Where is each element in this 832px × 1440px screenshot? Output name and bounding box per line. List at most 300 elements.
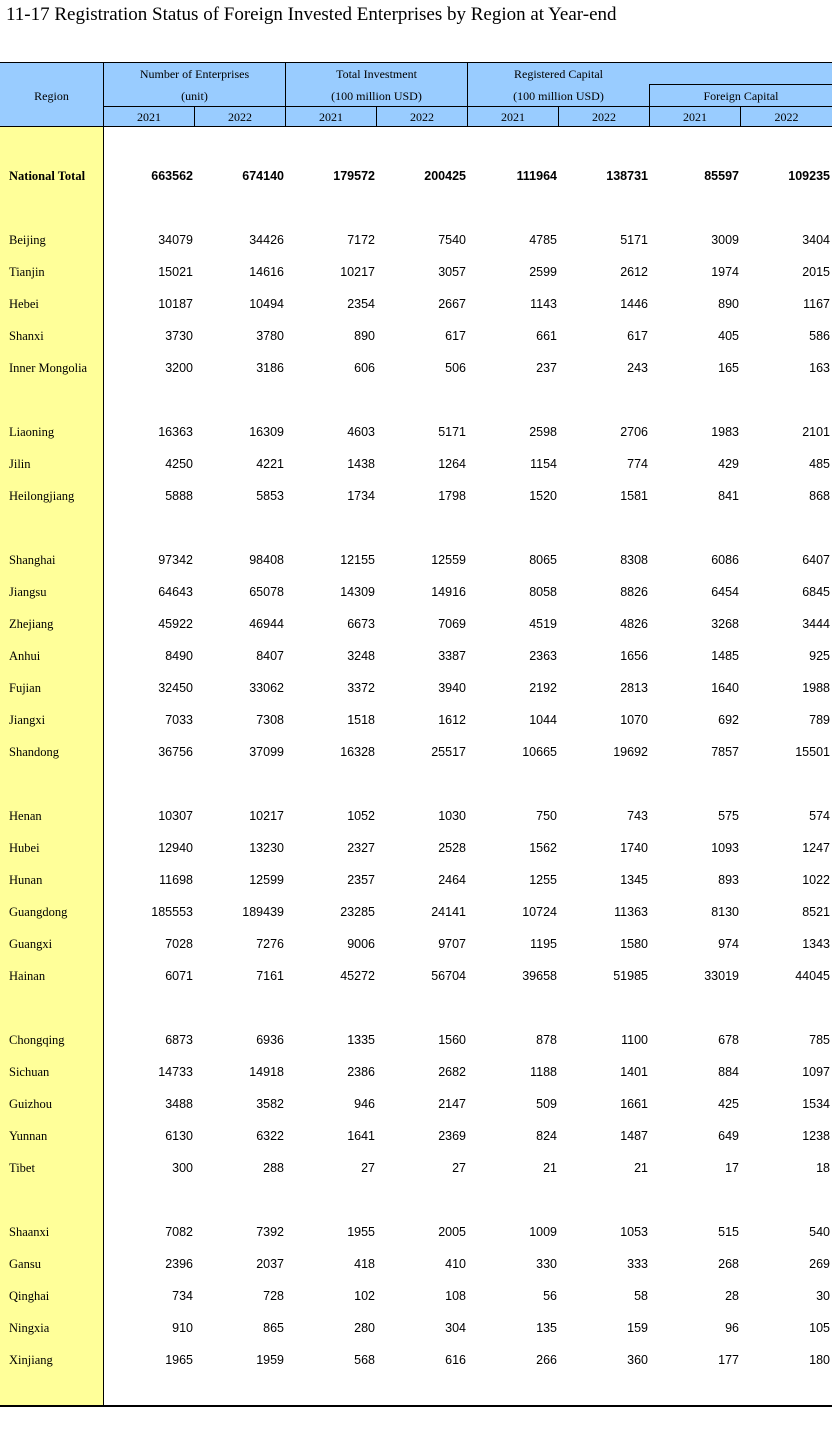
value-cell: 16328	[340, 745, 375, 759]
value-cell: 268	[718, 1257, 739, 1271]
table-header	[0, 63, 832, 127]
region-name: Shaanxi	[9, 1225, 50, 1239]
value-cell: 16309	[249, 425, 284, 439]
value-cell: 2354	[347, 297, 375, 311]
value-cell: 789	[809, 713, 830, 727]
table-row	[0, 1318, 832, 1338]
value-cell: 3268	[711, 617, 739, 631]
value-cell: 2386	[347, 1065, 375, 1079]
header-year: 2022	[228, 110, 252, 124]
value-cell: 2327	[347, 841, 375, 855]
value-cell: 7540	[438, 233, 466, 247]
value-cell: 617	[445, 329, 466, 343]
value-cell: 102	[354, 1289, 375, 1303]
value-cell: 3780	[256, 329, 284, 343]
header-divider	[649, 84, 832, 85]
value-cell: 24141	[431, 905, 466, 919]
region-name: Heilongjiang	[9, 489, 75, 503]
value-cell: 515	[718, 1225, 739, 1239]
region-name: Hunan	[9, 873, 43, 887]
header-year: 2021	[137, 110, 161, 124]
value-cell: 7069	[438, 617, 466, 631]
value-cell: 7033	[165, 713, 193, 727]
header-region: Region	[34, 89, 69, 103]
header-enterprises-unit: (unit)	[181, 89, 208, 103]
value-cell: 841	[718, 489, 739, 503]
value-cell: 824	[536, 1129, 557, 1143]
table-row	[0, 710, 832, 730]
value-cell: 1988	[802, 681, 830, 695]
value-cell: 6130	[165, 1129, 193, 1143]
value-cell: 8521	[802, 905, 830, 919]
region-name: Gansu	[9, 1257, 41, 1271]
value-cell: 12940	[158, 841, 193, 855]
value-cell: 7028	[165, 937, 193, 951]
value-cell: 506	[445, 361, 466, 375]
value-cell: 1022	[802, 873, 830, 887]
header-divider	[467, 63, 468, 127]
region-name: Tibet	[9, 1161, 35, 1175]
header-divider	[194, 106, 195, 127]
value-cell: 13230	[249, 841, 284, 855]
table-row	[0, 1286, 832, 1306]
value-cell: 36756	[158, 745, 193, 759]
value-cell: 1401	[620, 1065, 648, 1079]
value-cell: 3730	[165, 329, 193, 343]
table-row	[0, 1094, 832, 1114]
value-cell: 1195	[530, 937, 557, 951]
value-cell: 1446	[620, 297, 648, 311]
value-cell: 3387	[438, 649, 466, 663]
value-cell: 105	[809, 1321, 830, 1335]
value-cell: 2005	[438, 1225, 466, 1239]
value-cell: 14916	[431, 585, 466, 599]
value-cell: 4221	[256, 457, 284, 471]
value-cell: 135	[536, 1321, 557, 1335]
value-cell: 661	[536, 329, 557, 343]
value-cell: 574	[809, 809, 830, 823]
value-cell: 890	[718, 297, 739, 311]
value-cell: 11698	[159, 873, 193, 887]
value-cell: 540	[809, 1225, 830, 1239]
value-cell: 237	[536, 361, 557, 375]
value-cell: 774	[627, 457, 648, 471]
region-name: Jilin	[9, 457, 31, 471]
value-cell: 2667	[438, 297, 466, 311]
value-cell: 1640	[711, 681, 739, 695]
value-cell: 1798	[438, 489, 466, 503]
region-name: Guangxi	[9, 937, 53, 951]
value-cell: 1974	[711, 265, 739, 279]
value-cell: 8490	[165, 649, 193, 663]
value-cell: 1335	[347, 1033, 375, 1047]
value-cell: 616	[445, 1353, 466, 1367]
value-cell: 2396	[165, 1257, 193, 1271]
value-cell: 21	[543, 1161, 557, 1175]
value-cell: 743	[627, 809, 648, 823]
header-divider	[285, 63, 286, 127]
table-row	[0, 614, 832, 634]
value-cell: 6936	[256, 1033, 284, 1047]
region-name: Shanxi	[9, 329, 44, 343]
header-divider	[0, 126, 832, 127]
value-cell: 7172	[347, 233, 375, 247]
region-name: Inner Mongolia	[9, 361, 88, 375]
value-cell: 30	[816, 1289, 830, 1303]
value-cell: 868	[809, 489, 830, 503]
value-cell: 2599	[529, 265, 557, 279]
value-cell: 44045	[795, 969, 830, 983]
value-cell: 10307	[158, 809, 193, 823]
value-cell: 2357	[347, 873, 375, 887]
value-cell: 606	[354, 361, 375, 375]
region-name: Hebei	[9, 297, 39, 311]
value-cell: 1661	[620, 1097, 648, 1111]
value-cell: 8065	[529, 553, 557, 567]
value-cell: 3488	[165, 1097, 193, 1111]
value-cell: 111964	[516, 169, 557, 183]
region-name: Qinghai	[9, 1289, 50, 1303]
value-cell: 1247	[802, 841, 830, 855]
value-cell: 266	[536, 1353, 557, 1367]
value-cell: 1581	[620, 489, 648, 503]
value-cell: 1734	[347, 489, 375, 503]
value-cell: 946	[354, 1097, 375, 1111]
region-name: Ningxia	[9, 1321, 50, 1335]
region-name: Anhui	[9, 649, 41, 663]
value-cell: 10217	[249, 809, 284, 823]
value-cell: 3444	[802, 617, 830, 631]
region-column-band	[0, 127, 103, 1405]
region-name: National Total	[9, 169, 86, 183]
value-cell: 3009	[711, 233, 739, 247]
region-name: Jiangxi	[9, 713, 46, 727]
value-cell: 3186	[256, 361, 284, 375]
table-row	[0, 326, 832, 346]
value-cell: 1641	[347, 1129, 375, 1143]
value-cell: 893	[718, 873, 739, 887]
value-cell: 65078	[249, 585, 284, 599]
value-cell: 910	[172, 1321, 193, 1335]
value-cell: 692	[718, 713, 739, 727]
region-name: Xinjiang	[9, 1353, 53, 1367]
header-enterprises-title: Number of Enterprises	[139, 67, 250, 81]
region-name: Yunnan	[9, 1129, 48, 1143]
value-cell: 663562	[151, 169, 193, 183]
value-cell: 39658	[522, 969, 557, 983]
table-row	[0, 1126, 832, 1146]
value-cell: 1345	[620, 873, 648, 887]
value-cell: 1070	[620, 713, 648, 727]
value-cell: 17	[725, 1161, 739, 1175]
header-year: 2021	[501, 110, 525, 124]
value-cell: 485	[809, 457, 830, 471]
value-cell: 7276	[256, 937, 284, 951]
region-name: Hainan	[9, 969, 46, 983]
value-cell: 2015	[802, 265, 830, 279]
value-cell: 200425	[424, 169, 466, 183]
value-cell: 179572	[333, 169, 375, 183]
value-cell: 51985	[613, 969, 648, 983]
value-cell: 12599	[249, 873, 284, 887]
table-row	[0, 1222, 832, 1242]
table-row	[0, 230, 832, 250]
value-cell: 2037	[256, 1257, 284, 1271]
value-cell: 360	[627, 1353, 648, 1367]
value-cell: 1955	[347, 1225, 375, 1239]
table-row	[0, 838, 832, 858]
value-cell: 6322	[256, 1129, 284, 1143]
value-cell: 7308	[256, 713, 284, 727]
value-cell: 2706	[620, 425, 648, 439]
header-divider	[103, 106, 832, 107]
value-cell: 28	[725, 1289, 739, 1303]
value-cell: 925	[809, 649, 830, 663]
value-cell: 12559	[431, 553, 466, 567]
value-cell: 4250	[165, 457, 193, 471]
value-cell: 734	[172, 1289, 193, 1303]
value-cell: 1154	[530, 457, 557, 471]
value-cell: 678	[718, 1033, 739, 1047]
value-cell: 180	[809, 1353, 830, 1367]
value-cell: 98408	[249, 553, 284, 567]
value-cell: 3057	[438, 265, 466, 279]
region-name: Guizhou	[9, 1097, 53, 1111]
value-cell: 23285	[340, 905, 375, 919]
table-row	[0, 1062, 832, 1082]
value-cell: 3200	[165, 361, 193, 375]
table-row	[0, 550, 832, 570]
value-cell: 330	[536, 1257, 557, 1271]
value-cell: 586	[809, 329, 830, 343]
value-cell: 280	[354, 1321, 375, 1335]
header-investment-unit: (100 million USD)	[331, 89, 422, 103]
value-cell: 1983	[711, 425, 739, 439]
value-cell: 6071	[165, 969, 193, 983]
value-cell: 1009	[529, 1225, 557, 1239]
value-cell: 14918	[249, 1065, 284, 1079]
value-cell: 109235	[788, 169, 830, 183]
value-cell: 7161	[256, 969, 284, 983]
value-cell: 1520	[529, 489, 557, 503]
table-row	[0, 358, 832, 378]
value-cell: 1485	[711, 649, 739, 663]
value-cell: 3404	[802, 233, 830, 247]
value-cell: 14733	[158, 1065, 193, 1079]
header-divider	[558, 106, 559, 127]
header-foreign-capital: Foreign Capital	[703, 89, 779, 103]
value-cell: 333	[627, 1257, 648, 1271]
value-cell: 6454	[711, 585, 739, 599]
value-cell: 2682	[438, 1065, 466, 1079]
value-cell: 1167	[803, 297, 830, 311]
value-cell: 58	[634, 1289, 648, 1303]
value-cell: 1255	[529, 873, 557, 887]
value-cell: 1740	[620, 841, 648, 855]
region-name: Liaoning	[9, 425, 55, 439]
value-cell: 8407	[256, 649, 284, 663]
value-cell: 2147	[438, 1097, 466, 1111]
value-cell: 649	[718, 1129, 739, 1143]
value-cell: 45922	[158, 617, 193, 631]
value-cell: 617	[627, 329, 648, 343]
value-cell: 568	[354, 1353, 375, 1367]
value-cell: 300	[172, 1161, 193, 1175]
value-cell: 8130	[711, 905, 739, 919]
value-cell: 1044	[529, 713, 557, 727]
table-row	[0, 934, 832, 954]
value-cell: 243	[627, 361, 648, 375]
value-cell: 34426	[249, 233, 284, 247]
value-cell: 4785	[529, 233, 557, 247]
header-year: 2022	[592, 110, 616, 124]
value-cell: 14309	[340, 585, 375, 599]
value-cell: 108	[445, 1289, 466, 1303]
value-cell: 1580	[620, 937, 648, 951]
region-name: Shanghai	[9, 553, 56, 567]
value-cell: 418	[354, 1257, 375, 1271]
value-cell: 3372	[347, 681, 375, 695]
value-cell: 19692	[613, 745, 648, 759]
value-cell: 1188	[530, 1065, 557, 1079]
value-cell: 1534	[802, 1097, 830, 1111]
table-row	[0, 1158, 832, 1178]
table-row	[0, 454, 832, 474]
value-cell: 1053	[620, 1225, 648, 1239]
table-row	[0, 262, 832, 282]
value-cell: 25517	[431, 745, 466, 759]
value-cell: 304	[445, 1321, 466, 1335]
header-capital-title: Registered Capital	[514, 67, 603, 81]
value-cell: 159	[627, 1321, 648, 1335]
value-cell: 1030	[438, 809, 466, 823]
value-cell: 2464	[438, 873, 466, 887]
value-cell: 9006	[347, 937, 375, 951]
value-cell: 575	[718, 809, 739, 823]
value-cell: 425	[718, 1097, 739, 1111]
value-cell: 97342	[158, 553, 193, 567]
table-row	[0, 678, 832, 698]
value-cell: 674140	[242, 169, 284, 183]
table-row	[0, 966, 832, 986]
value-cell: 6086	[711, 553, 739, 567]
value-cell: 3248	[347, 649, 375, 663]
value-cell: 1264	[438, 457, 466, 471]
value-cell: 5171	[438, 425, 466, 439]
value-cell: 1143	[530, 297, 557, 311]
value-cell: 269	[809, 1257, 830, 1271]
value-cell: 45272	[340, 969, 375, 983]
value-cell: 1562	[529, 841, 557, 855]
value-cell: 14616	[249, 265, 284, 279]
value-cell: 974	[718, 937, 739, 951]
table-row	[0, 1350, 832, 1370]
region-name: Jiangsu	[9, 585, 47, 599]
value-cell: 1656	[620, 649, 648, 663]
value-cell: 2528	[438, 841, 466, 855]
value-cell: 429	[718, 457, 739, 471]
table-row	[0, 646, 832, 666]
value-cell: 884	[718, 1065, 739, 1079]
region-name: Tianjin	[9, 265, 45, 279]
value-cell: 21	[634, 1161, 648, 1175]
value-cell: 1965	[165, 1353, 193, 1367]
value-cell: 4603	[347, 425, 375, 439]
value-cell: 890	[354, 329, 375, 343]
value-cell: 288	[263, 1161, 284, 1175]
table-row	[0, 806, 832, 826]
header-year: 2022	[410, 110, 434, 124]
header-capital-unit: (100 million USD)	[513, 89, 604, 103]
value-cell: 1093	[711, 841, 739, 855]
header-divider	[376, 106, 377, 127]
table-row	[0, 582, 832, 602]
region-column-rule	[103, 127, 104, 1405]
value-cell: 1959	[256, 1353, 284, 1367]
table-row	[0, 422, 832, 442]
value-cell: 2598	[529, 425, 557, 439]
value-cell: 177	[718, 1353, 739, 1367]
value-cell: 1560	[438, 1033, 466, 1047]
value-cell: 1438	[347, 457, 375, 471]
value-cell: 8826	[620, 585, 648, 599]
value-cell: 10724	[522, 905, 557, 919]
value-cell: 1052	[347, 809, 375, 823]
value-cell: 27	[361, 1161, 375, 1175]
value-cell: 750	[536, 809, 557, 823]
value-cell: 64643	[158, 585, 193, 599]
header-divider	[740, 106, 741, 127]
value-cell: 189439	[242, 905, 284, 919]
header-divider	[103, 63, 104, 127]
value-cell: 10665	[522, 745, 557, 759]
region-name: Guangdong	[9, 905, 68, 919]
value-cell: 10187	[158, 297, 193, 311]
header-year: 2022	[774, 110, 799, 124]
value-cell: 10494	[249, 297, 284, 311]
value-cell: 56	[543, 1289, 557, 1303]
value-cell: 1238	[802, 1129, 830, 1143]
value-cell: 9707	[438, 937, 466, 951]
value-cell: 8308	[620, 553, 648, 567]
value-cell: 3582	[256, 1097, 284, 1111]
value-cell: 15501	[795, 745, 830, 759]
region-name: Sichuan	[9, 1065, 50, 1079]
value-cell: 163	[809, 361, 830, 375]
value-cell: 85597	[704, 169, 739, 183]
value-cell: 138731	[606, 169, 648, 183]
value-cell: 2612	[620, 265, 648, 279]
value-cell: 1097	[802, 1065, 830, 1079]
header-investment-title: Total Investment	[336, 67, 417, 81]
value-cell: 1612	[438, 713, 466, 727]
value-cell: 8058	[529, 585, 557, 599]
value-cell: 33019	[704, 969, 739, 983]
value-cell: 15021	[158, 265, 193, 279]
value-cell: 405	[718, 329, 739, 343]
region-name: Hubei	[9, 841, 40, 855]
value-cell: 37099	[249, 745, 284, 759]
value-cell: 6873	[165, 1033, 193, 1047]
value-cell: 2813	[620, 681, 648, 695]
region-name: Beijing	[9, 233, 46, 247]
region-name: Henan	[9, 809, 42, 823]
value-cell: 33062	[249, 681, 284, 695]
value-cell: 16363	[158, 425, 193, 439]
value-cell: 728	[263, 1289, 284, 1303]
value-cell: 12155	[340, 553, 375, 567]
value-cell: 7082	[165, 1225, 193, 1239]
